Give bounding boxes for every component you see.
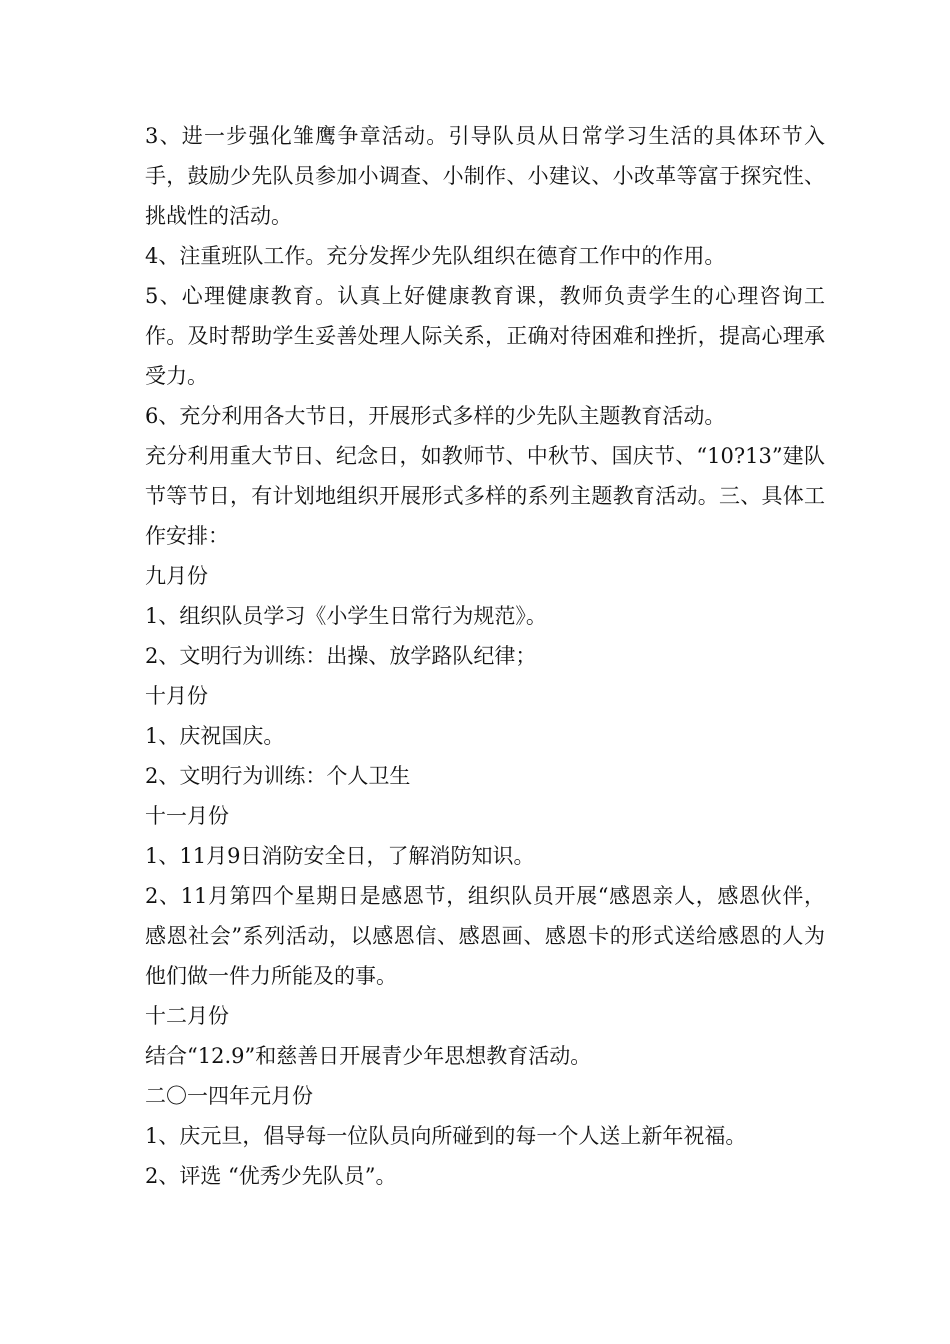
december-item-1: 结合“12.9”和慈善日开展青少年思想教育活动。: [145, 1044, 592, 1068]
month-heading-january: 二〇一四年元月份: [145, 1084, 313, 1108]
october-item-2: 2、文明行为训练：个人卫生: [145, 764, 411, 788]
month-heading-october: 十月份: [145, 684, 208, 708]
november-item-2: 2、11月第四个星期日是感恩节，组织队员开展“感恩亲人，感恩伙伴，感恩社会”系列活动，以感恩信、感恩画、感恩卡的形式送给感恩的人为他们做一件力所能及的事。: [145, 884, 825, 988]
november-item-1: 1、11月9日消防安全日，了解消防知识。: [145, 844, 535, 868]
document-body: [145, 116, 825, 1196]
september-item-2: 2、文明行为训练：出操、放学路队纪律；: [145, 644, 537, 668]
paragraph-item-4-class-work: 4、注重班队工作。充分发挥少先队组织在德育工作中的作用。: [145, 244, 726, 268]
month-heading-september: 九月份: [145, 564, 208, 588]
month-heading-november: 十一月份: [145, 804, 229, 828]
january-item-1: 1、庆元旦，倡导每一位队员向所碰到的每一个人送上新年祝福。: [145, 1124, 747, 1148]
january-item-2: 2、评选 “优秀少先队员”。: [145, 1164, 397, 1188]
month-heading-december: 十二月份: [145, 1004, 229, 1028]
october-item-1: 1、庆祝国庆。: [145, 724, 285, 748]
september-item-1: 1、组织队员学习《小学生日常行为规范》。: [145, 604, 547, 628]
paragraph-item-5-mental-health: 5、心理健康教育。认真上好健康教育课，教师负责学生的心理咨询工作。及时帮助学生妥善处理人际关系，正确对待困难和挫折，提高心理承受力。: [145, 284, 825, 388]
paragraph-item-3-badge-activity: 3、进一步强化雏鹰争章活动。引导队员从日常学习生活的具体环节入手，鼓励少先队员参加小调查、小制作、小建议、小改革等富于探究性、挑战性的活动。: [145, 124, 825, 228]
paragraph-festival-plan: 充分利用重大节日、纪念日，如教师节、中秋节、国庆节、“10?13”建队节等节日，有计划地组织开展形式多样的系列主题教育活动。三、具体工作安排：: [145, 444, 825, 548]
paragraph-item-6-festivals: 6、充分利用各大节日，开展形式多样的少先队主题教育活动。: [145, 404, 726, 428]
